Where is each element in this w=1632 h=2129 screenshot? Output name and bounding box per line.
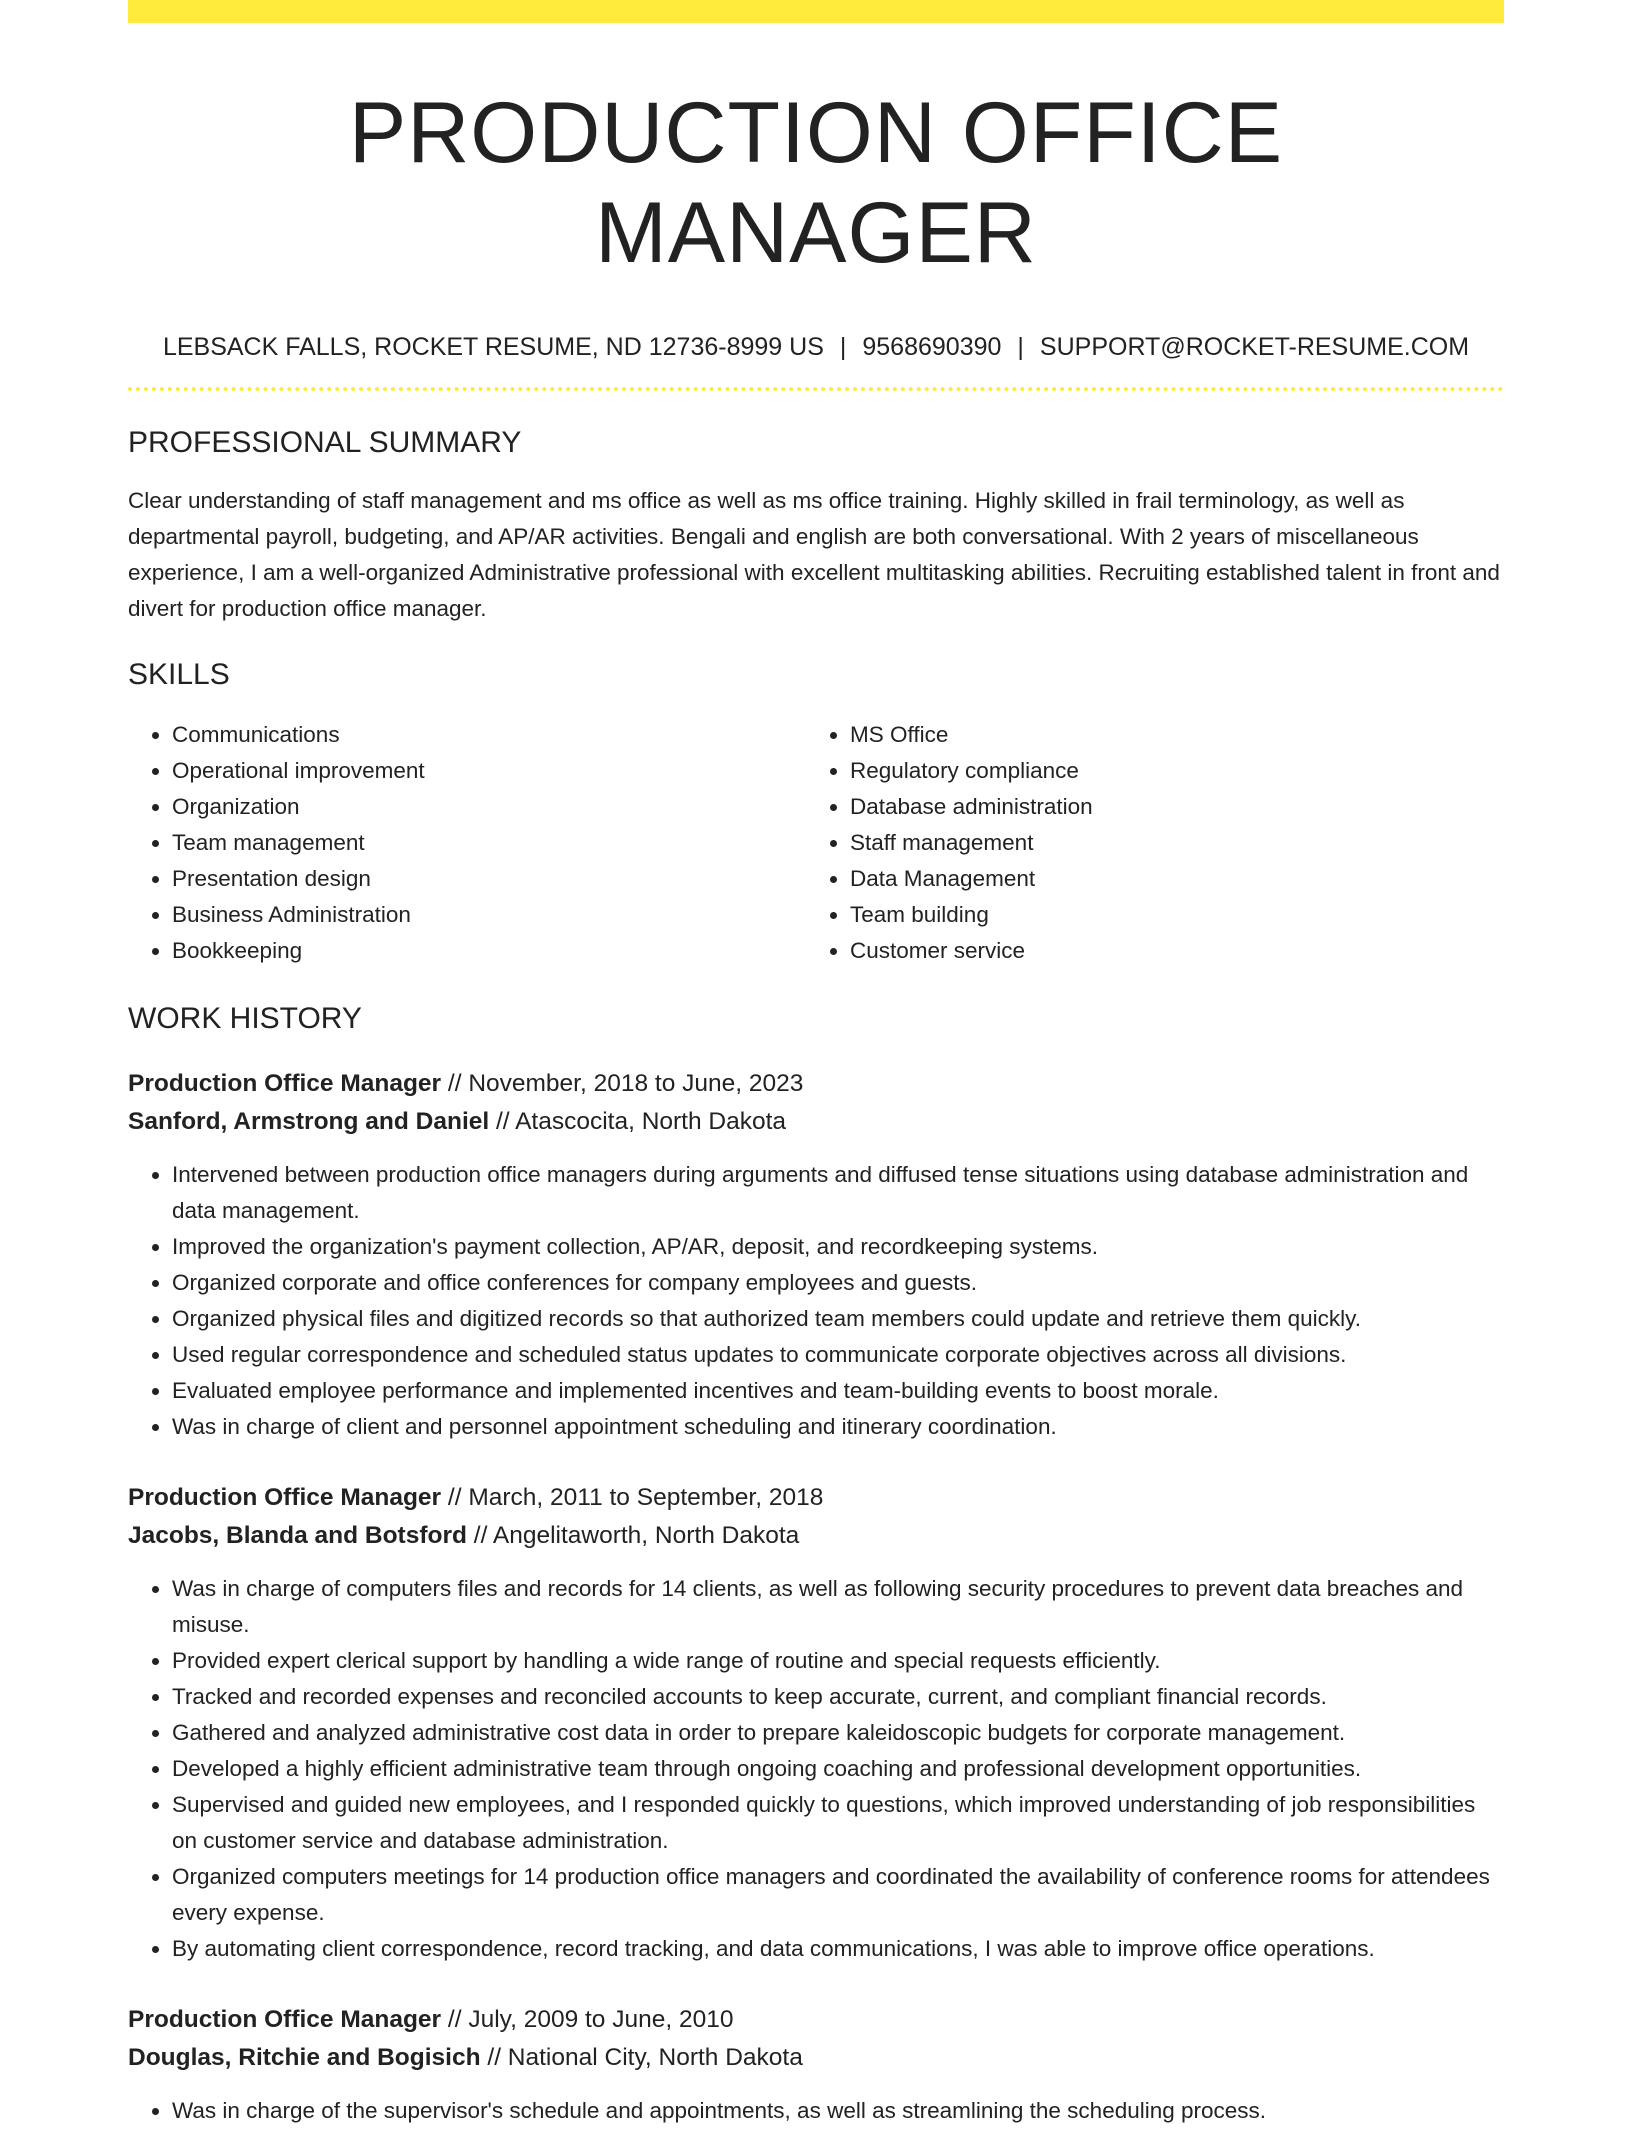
job-entry: [128, 1479, 1504, 1967]
contact-separator: |: [1017, 333, 1024, 361]
job-location: // Atascocita, North Dakota: [496, 1108, 787, 1135]
skill-item: • Database administration: [850, 789, 1484, 825]
skill-item: • Team building: [850, 897, 1484, 933]
skill-item: • Communications: [172, 717, 806, 753]
job-company: Jacobs, Blanda and Botsford: [128, 1522, 467, 1549]
contact-line: [128, 331, 1504, 363]
contact-phone: 9568690390: [862, 333, 1002, 361]
job-bullet: • Organized corporate and office conferences for company employees and guests.: [172, 1265, 1504, 1301]
job-bullet: • Used regular correspondence and scheduled status updates to communicate corporate objectives across all divisions.: [172, 1337, 1504, 1373]
resume-page: [128, 0, 1504, 2129]
job-bullet: • Was in charge of client and personnel appointment scheduling and itinerary coordination.: [172, 1409, 1504, 1445]
job-bullet: • Intervened between production office managers during arguments and diffused tense situations using database administration and data management.: [172, 1157, 1504, 1229]
contact-address: LEBSACK FALLS, ROCKET RESUME, ND 12736-8999 US: [162, 333, 824, 361]
job-bullet: • Organized computers meetings for 14 production office managers and coordinated the availability of conference rooms for attendees every expense.: [172, 1859, 1504, 1931]
skill-item: • Organization: [172, 789, 806, 825]
contact-email: SUPPORT@ROCKET-RESUME.COM: [1039, 333, 1470, 361]
skill-item: • Staff management: [850, 825, 1484, 861]
job-company-line: [128, 1103, 1504, 1141]
summary-heading: PROFESSIONAL SUMMARY: [128, 426, 522, 459]
job-bullet: • Provided expert clerical support by handling a wide range of routine and special requests efficiently.: [172, 1643, 1504, 1679]
job-location: // Angelitaworth, North Dakota: [473, 1522, 800, 1549]
job-bullets: [128, 2093, 1504, 2129]
skill-item: • Bookkeeping: [172, 933, 806, 969]
skill-item: • Customer service: [850, 933, 1484, 969]
job-title: Production Office Manager: [128, 1070, 442, 1097]
job-title-line: [128, 1065, 1504, 1103]
skills-column-left: [128, 717, 806, 969]
job-dates: // March, 2011 to September, 2018: [447, 1484, 824, 1511]
skill-item: • Team management: [172, 825, 806, 861]
skills-column-right: [806, 717, 1484, 969]
job-title: Production Office Manager: [128, 2006, 442, 2033]
job-entry: [128, 1065, 1504, 1445]
top-accent-bar: [128, 0, 1504, 23]
job-title-line: [128, 2001, 1504, 2039]
job-bullet: • Supervised and guided new employees, and I responded quickly to questions, which improved understanding of job responsibilities on customer service and database administration.: [172, 1787, 1504, 1859]
job-bullet: • By automating client correspondence, record tracking, and data communications, I was able to improve office operations.: [172, 1931, 1504, 1967]
skill-item: • Operational improvement: [172, 753, 806, 789]
job-title-line: [128, 1479, 1504, 1517]
job-dates: // November, 2018 to June, 2023: [447, 1070, 804, 1097]
skill-item: • Regulatory compliance: [850, 753, 1484, 789]
work-history-heading: WORK HISTORY: [128, 1002, 362, 1035]
job-company-line: [128, 1517, 1504, 1555]
job-bullet: • Was in charge of the supervisor's schedule and appointments, as well as streamlining the scheduling process.: [172, 2093, 1504, 2129]
job-company: Sanford, Armstrong and Daniel: [128, 1108, 490, 1135]
job-bullet: • Gathered and analyzed administrative cost data in order to prepare kaleidoscopic budgets for corporate management.: [172, 1715, 1504, 1751]
job-bullet: • Tracked and recorded expenses and reconciled accounts to keep accurate, current, and compliant financial records.: [172, 1679, 1504, 1715]
job-bullet: • Evaluated employee performance and implemented incentives and team-building events to boost morale.: [172, 1373, 1504, 1409]
job-bullet: • Developed a highly efficient administrative team through ongoing coaching and professional development opportunities.: [172, 1751, 1504, 1787]
job-bullet: • Was in charge of computers files and records for 14 clients, as well as following security procedures to prevent data breaches and misuse.: [172, 1571, 1504, 1643]
skill-item: • MS Office: [850, 717, 1484, 753]
job-bullets: [128, 1571, 1504, 1967]
contact-separator: |: [839, 333, 847, 361]
job-bullets: [128, 1157, 1504, 1445]
skill-item: • Presentation design: [172, 861, 806, 897]
job-entry: [128, 2001, 1504, 2129]
job-dates: // July, 2009 to June, 2010: [447, 2006, 734, 2033]
job-company: Douglas, Ritchie and Bogisich: [128, 2044, 481, 2071]
skills-list: [128, 717, 1504, 969]
dotted-divider: [128, 387, 1504, 391]
resume-name: PRODUCTION OFFICE MANAGER: [348, 85, 1284, 281]
summary-text: Clear understanding of staff management and ms office as well as ms office training. Highly skilled in frail terminology, as well as departmental payroll, budgeting, and AP/AR activities. Bengali and english are both conversational. With 2 years of miscellaneous experience, I am a well-organized Administrative professional with excellent multitasking abilities. Recruiting established talent in front and divert for production office manager.: [128, 488, 1500, 621]
job-location: // National City, North Dakota: [487, 2044, 803, 2071]
job-company-line: [128, 2039, 1504, 2077]
job-bullet: • Improved the organization's payment collection, AP/AR, deposit, and recordkeeping systems.: [172, 1229, 1504, 1265]
job-bullet: • Organized physical files and digitized records so that authorized team members could update and retrieve them quickly.: [172, 1301, 1504, 1337]
job-title: Production Office Manager: [128, 1484, 442, 1511]
skill-item: • Data Management: [850, 861, 1484, 897]
skill-item: • Business Administration: [172, 897, 806, 933]
skills-heading: SKILLS: [128, 658, 230, 691]
